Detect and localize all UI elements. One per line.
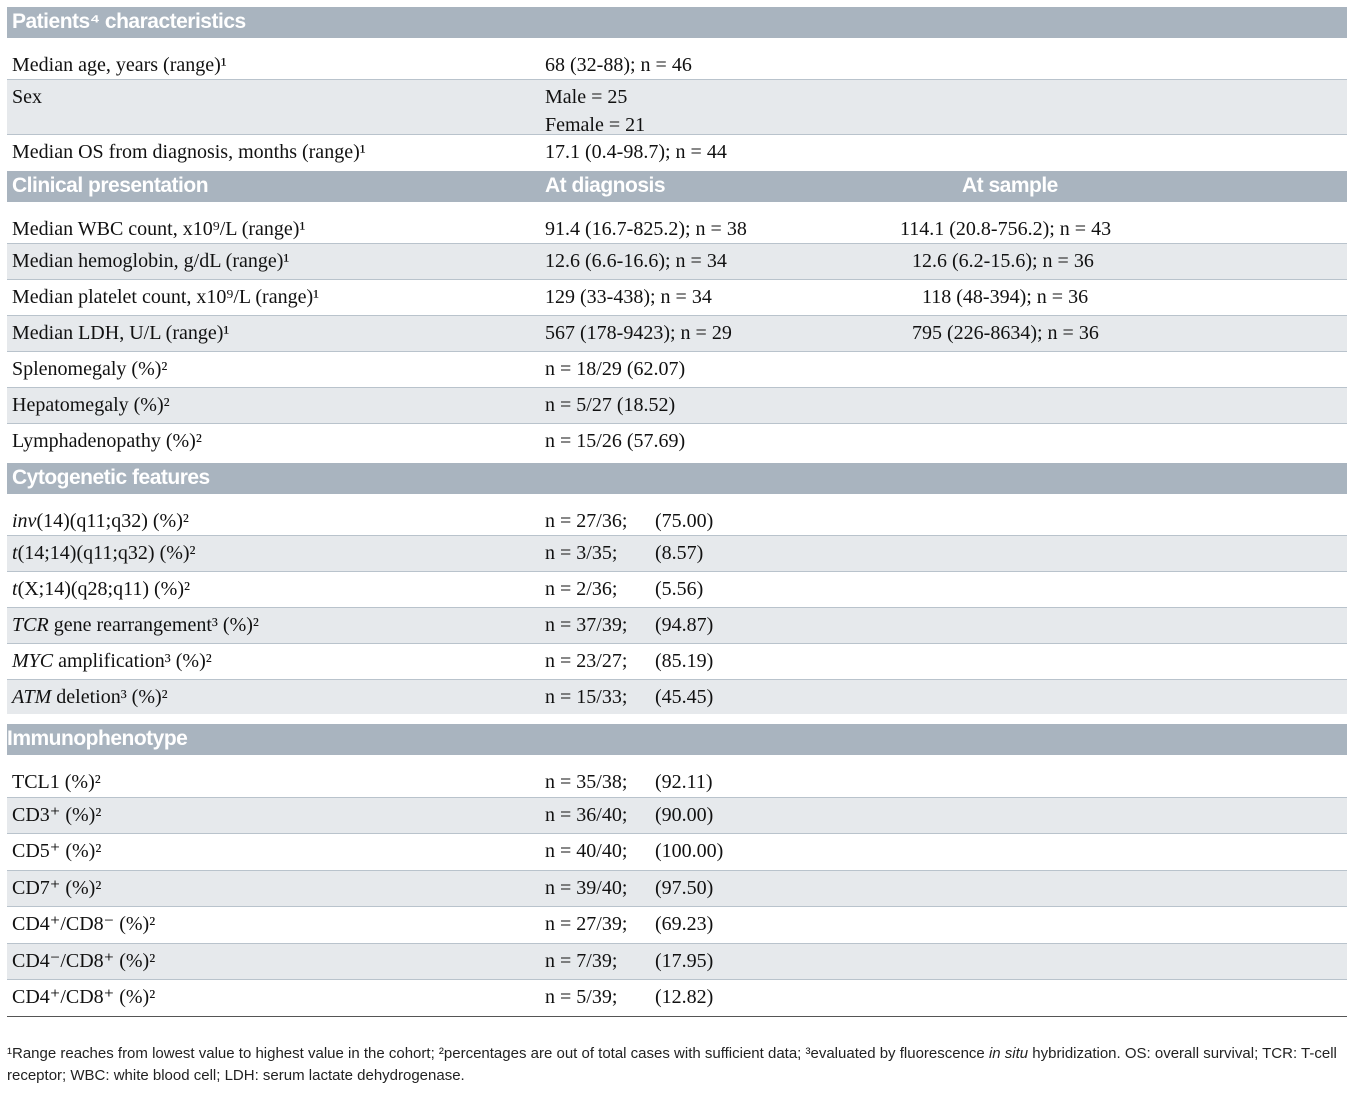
row-label: CD4⁺/CD8⁺ (%)² xyxy=(12,986,156,1008)
table-row xyxy=(7,680,1347,714)
row-label: MYC amplification³ (%)² xyxy=(12,650,212,672)
header-label: Immunophenotype xyxy=(7,727,188,750)
section-header-clinical xyxy=(7,171,1347,202)
table-row xyxy=(7,424,1347,463)
table-row xyxy=(7,536,1347,572)
row-value: n = 37/39; xyxy=(545,614,628,636)
header-at-sample: At sample xyxy=(962,174,1058,197)
footnote-text: ¹Range reaches from lowest value to highest value in the cohort; ²percentages are out of total cases with sufficient data; ³evaluated by fluorescence xyxy=(7,1045,989,1062)
footnote-text-end: hybridization. OS: overall survival; TCR: T-cell receptor; WBC: white blood cell; LDH: serum lactate dehydrogenase. xyxy=(7,1045,1337,1084)
row-label: Median WBC count, x10⁹/L (range)¹ xyxy=(12,218,306,240)
row-percent: (8.57) xyxy=(655,542,704,564)
section-header-patients xyxy=(7,7,1347,38)
row-label: Median LDH, U/L (range)¹ xyxy=(12,322,230,344)
section-header-immunophenotype xyxy=(7,724,1347,755)
table-row xyxy=(7,907,1347,944)
row-label: TCR gene rearrangement³ (%)² xyxy=(12,614,259,636)
row-value: n = 27/36; xyxy=(545,510,628,532)
table-row xyxy=(7,572,1347,608)
row-label: CD4⁺/CD8⁻ (%)² xyxy=(12,913,156,935)
header-label: Cytogenetic features xyxy=(12,466,210,489)
row-value: 12.6 (6.6-16.6); n = 34 xyxy=(545,250,727,272)
table-row xyxy=(7,834,1347,871)
row-value: n = 15/26 (57.69) xyxy=(545,430,686,452)
header-label: Clinical presentation xyxy=(12,174,209,197)
row-percent: (97.50) xyxy=(655,877,714,899)
row-value: n = 7/39; xyxy=(545,950,618,972)
row-value: 17.1 (0.4-98.7); n = 44 xyxy=(545,141,727,163)
table-row xyxy=(7,980,1347,1017)
row-label: Lymphadenopathy (%)² xyxy=(12,430,202,452)
row-label: t(X;14)(q28;q11) (%)² xyxy=(12,578,190,600)
table-row xyxy=(7,798,1347,834)
table-footnote xyxy=(7,1043,1337,1087)
row-label: Median age, years (range)¹ xyxy=(12,54,227,76)
row-percent: (5.56) xyxy=(655,578,704,600)
row-percent: (94.87) xyxy=(655,614,714,636)
row-label: CD4⁻/CD8⁺ (%)² xyxy=(12,950,156,972)
row-label: Sex xyxy=(12,86,42,108)
row-value: n = 40/40; xyxy=(545,840,628,862)
row-label: CD7⁺ (%)² xyxy=(12,877,102,899)
table-row xyxy=(7,38,1347,80)
row-label: inv(14)(q11;q32) (%)² xyxy=(12,510,189,532)
header-at-diagnosis: At diagnosis xyxy=(545,174,666,197)
row-label: Hepatomegaly (%)² xyxy=(12,394,170,416)
row-value: 567 (178-9423); n = 29 xyxy=(545,322,732,344)
section-header-cytogenetic xyxy=(7,463,1347,494)
row-value: Male = 25 xyxy=(545,86,628,108)
row-label: CD3⁺ (%)² xyxy=(12,804,102,826)
row-label: TCL1 (%)² xyxy=(12,771,101,793)
table-row xyxy=(7,244,1347,280)
table-row xyxy=(7,80,1347,135)
row-percent: (92.11) xyxy=(655,771,713,793)
row-value: n = 5/39; xyxy=(545,986,618,1008)
row-value: n = 39/40; xyxy=(545,877,628,899)
row-value: n = 5/27 (18.52) xyxy=(545,394,676,416)
row-label: Median platelet count, x10⁹/L (range)¹ xyxy=(12,286,320,308)
row-value: n = 27/39; xyxy=(545,913,628,935)
characteristics-table xyxy=(7,7,1347,1017)
table-row xyxy=(7,352,1347,388)
row-value-sample: 12.6 (6.2-15.6); n = 36 xyxy=(912,250,1094,272)
row-value: Female = 21 xyxy=(545,114,646,136)
row-percent: (12.82) xyxy=(655,986,714,1008)
row-label: CD5⁺ (%)² xyxy=(12,840,102,862)
row-label: Splenomegaly (%)² xyxy=(12,358,168,380)
row-percent: (75.00) xyxy=(655,510,714,532)
row-value: 129 (33-438); n = 34 xyxy=(545,286,712,308)
row-percent: (69.23) xyxy=(655,913,714,935)
row-value: n = 3/35; xyxy=(545,542,618,564)
row-percent: (45.45) xyxy=(655,686,714,708)
row-value: n = 36/40; xyxy=(545,804,628,826)
row-value-sample: 795 (226-8634); n = 36 xyxy=(912,322,1099,344)
row-value: n = 15/33; xyxy=(545,686,628,708)
row-label: ATM deletion³ (%)² xyxy=(12,686,168,708)
table-row xyxy=(7,608,1347,644)
table-row xyxy=(7,316,1347,352)
table-row xyxy=(7,202,1347,244)
row-value: n = 2/36; xyxy=(545,578,618,600)
row-value: n = 18/29 (62.07) xyxy=(545,358,686,380)
row-percent: (100.00) xyxy=(655,840,724,862)
table-row xyxy=(7,871,1347,907)
table-row xyxy=(7,280,1347,316)
row-percent: (90.00) xyxy=(655,804,714,826)
row-label: Median OS from diagnosis, months (range)¹ xyxy=(12,141,366,163)
row-value: 91.4 (16.7-825.2); n = 38 xyxy=(545,218,747,240)
row-label: t(14;14)(q11;q32) (%)² xyxy=(12,542,196,564)
row-value: n = 23/27; xyxy=(545,650,628,672)
table-row xyxy=(7,135,1347,171)
table-row xyxy=(7,644,1347,680)
table-row xyxy=(7,944,1347,980)
row-value-sample: 118 (48-394); n = 36 xyxy=(922,286,1089,308)
row-value-sample: 114.1 (20.8-756.2); n = 43 xyxy=(900,218,1112,240)
row-percent: (17.95) xyxy=(655,950,714,972)
row-value: 68 (32-88); n = 46 xyxy=(545,54,692,76)
table-row xyxy=(7,494,1347,536)
table-row xyxy=(7,755,1347,798)
header-label: Patients⁴ characteristics xyxy=(12,10,246,33)
row-label: Median hemoglobin, g/dL (range)¹ xyxy=(12,250,290,272)
row-percent: (85.19) xyxy=(655,650,714,672)
table-row xyxy=(7,388,1347,424)
footnote-italic: in situ xyxy=(988,1045,1029,1062)
row-value: n = 35/38; xyxy=(545,771,628,793)
